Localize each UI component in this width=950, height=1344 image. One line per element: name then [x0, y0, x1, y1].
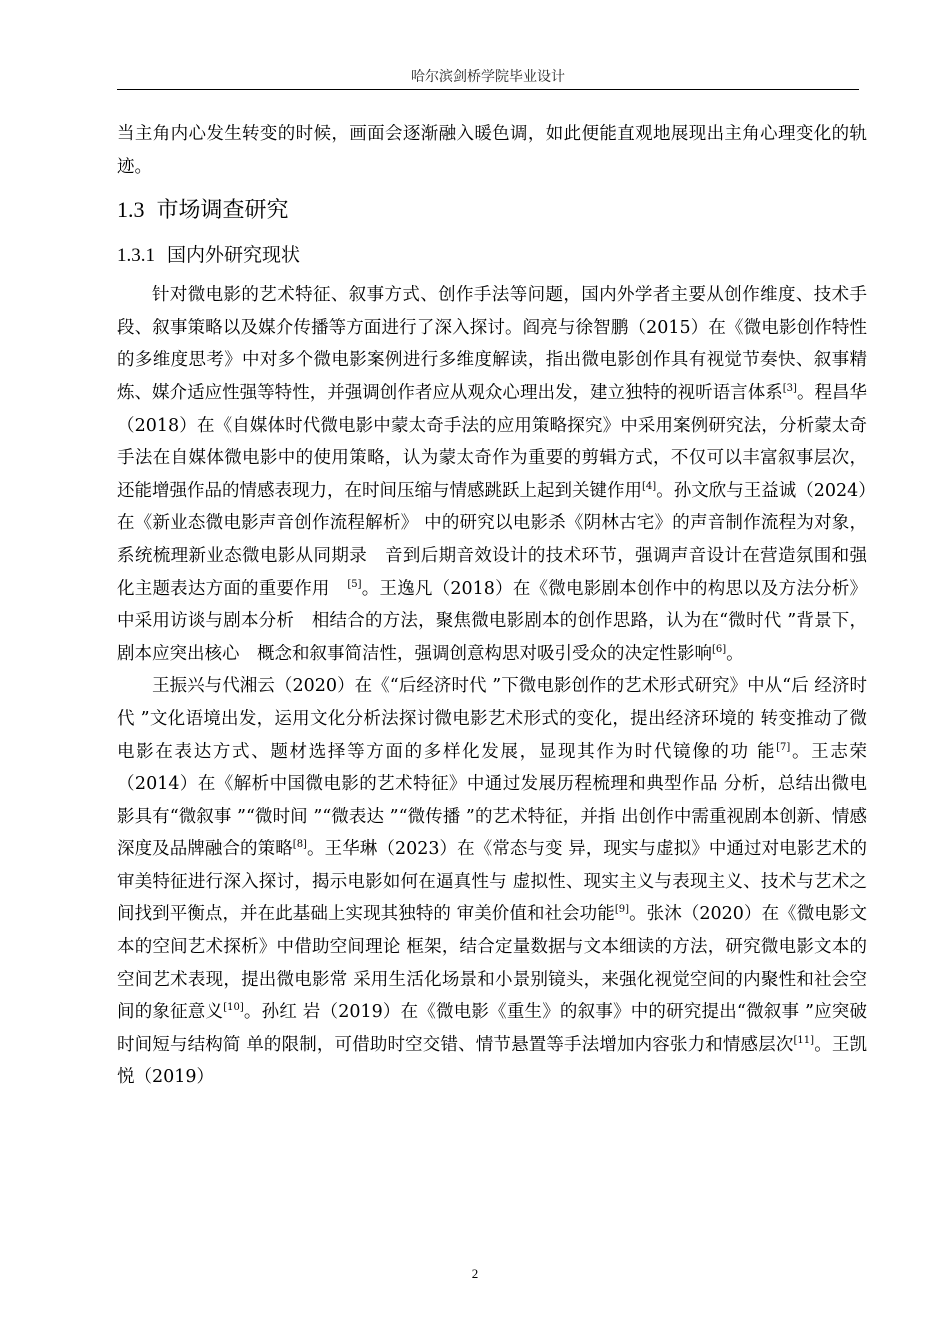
citation-ref: [4] [642, 480, 657, 492]
paragraph-text: 。程昌华（2018）在《自媒体时代微电影中蒙太奇手法的应用策略探究》中采用案例研究法，分析蒙太奇手法在自媒体微电影中的使用策略，认为蒙太奇作为重要的剪辑方式，不仅可以丰富叙事层次，还能增强作品的情感表现力，在时间压缩与情感跳跃上起到关键作用 [117, 382, 868, 501]
section-number: 1.3 [117, 197, 145, 223]
paragraph-text: 。王凯悦（2019） [117, 1034, 868, 1088]
subsection-heading [117, 236, 867, 275]
citation-ref: [11] [793, 1035, 815, 1047]
paragraph-text: 。 [726, 643, 744, 664]
citation-ref: [10] [223, 1002, 244, 1014]
page-number: 2 [471, 1266, 479, 1281]
body-paragraph-2 [117, 670, 867, 1094]
paragraph-text: 王振兴与代湘云（2020）在《“后经济时代 ”下微电影创作的艺术形式研究》中从“后 经济时代 ”文化语境出发，运用文化分析法探讨微电影艺术形式的变化，提出经济环境的 转变推动了微电影在表达方式、题材选择等方面的多样化发展，显现其作为时代镜像的功 能 [117, 676, 867, 762]
page-header: 哈尔滨剑桥学院毕业设计 [411, 69, 565, 85]
paragraph-text: 。王志荣（2014）在《解析中国微电影的艺术特征》中通过发展历程梳理和典型作品 分析，总结出微电影具有“微叙事 ”“微时间 ”“微表达 ”“微传播 ”的艺术特征，并指 出创作中需重视剧本创新、情感深度及品牌融合的策略 [117, 741, 868, 860]
intro-paragraph: 当主角内心发生转变的时候，画面会逐渐融入暖色调，如此便能直观地展现出主角心理变化的轨迹。 [117, 124, 867, 177]
citation-ref: [5] [347, 578, 362, 590]
header-divider [117, 89, 859, 90]
section-title: 市场调查研究 [156, 198, 289, 224]
paragraph-text: 针对微电影的艺术特征、叙事方式、创作手法等问题，国内外学者主要从创作维度、技术手段、叙事策略以及媒介传播等方面进行了深入探讨。阎亮与徐智鹏（2015）在《微电影创作特性的多维度思考》中对多个微电影案例进行多维度解读，指出微电影创作具有视觉节奏快、叙事精炼、媒介适应性强等特性，并强调创作者应从观众心理出发，建立独特的视听语言体系 [117, 285, 867, 403]
paragraph-text: 。孙文欣与王益诚（2024）在《新业态微电影声音创作流程解析》 中的研究以电影杀《阴林古宅》的声音制作流程为对象，系统梳理新业态微电影从同期录 音到后期音效设计的技术环节，强调声音设计在营造氛围和强化主题表达方面的重要作用 [117, 480, 867, 599]
citation-ref: [6] [712, 643, 727, 655]
citation-ref: [7] [776, 741, 791, 753]
subsection-number: 1.3.1 [117, 245, 155, 267]
section-heading [117, 189, 867, 232]
citation-ref: [3] [782, 383, 797, 395]
paragraph-text: 。张沐（2020）在《微电影文本的空间艺术探析》中借助空间理论 框架，结合定量数据与文本细读的方法，研究微电影文本的空间艺术表现，提出微电影常 采用生活化场景和小景别镜头，来强化视觉空间的内聚性和社会空间的象征意义 [117, 904, 867, 1023]
paragraph-text: 。王逸凡（2018）在《微电影剧本创作中的构思以及方法分析》中采用访谈与剧本分析 相结合的方法，聚焦微电影剧本的创作思路，认为在“微时代 ”背景下，剧本应突出核心 概念和叙事简洁性，强调创意构思对吸引受众的决定性影响 [117, 578, 867, 664]
document-body [117, 118, 867, 1094]
subsection-title: 国内外研究现状 [167, 244, 301, 267]
citation-ref: [8] [292, 839, 307, 851]
paragraph-text: 。孙红 岩（2019）在《微电影《重生》的叙事》中的研究提出“微叙事 ”应突破时间短与结构简 单的限制，可借助时空交错、情节悬置等手法增加内容张力和情感层次 [117, 1002, 867, 1055]
paragraph-text: 。王华琳（2023）在《常态与变 异，现实与虚拟》中通过对电影艺术的审美特征进行深入探讨，揭示电影如何在逼真性与 虚拟性、现实主义与表现主义、技术与艺术之间找到平衡点，并在此基础上实现其独特的 审美价值和社会功能 [117, 839, 867, 925]
body-paragraph-1 [117, 279, 867, 670]
citation-ref: [9] [614, 904, 630, 916]
